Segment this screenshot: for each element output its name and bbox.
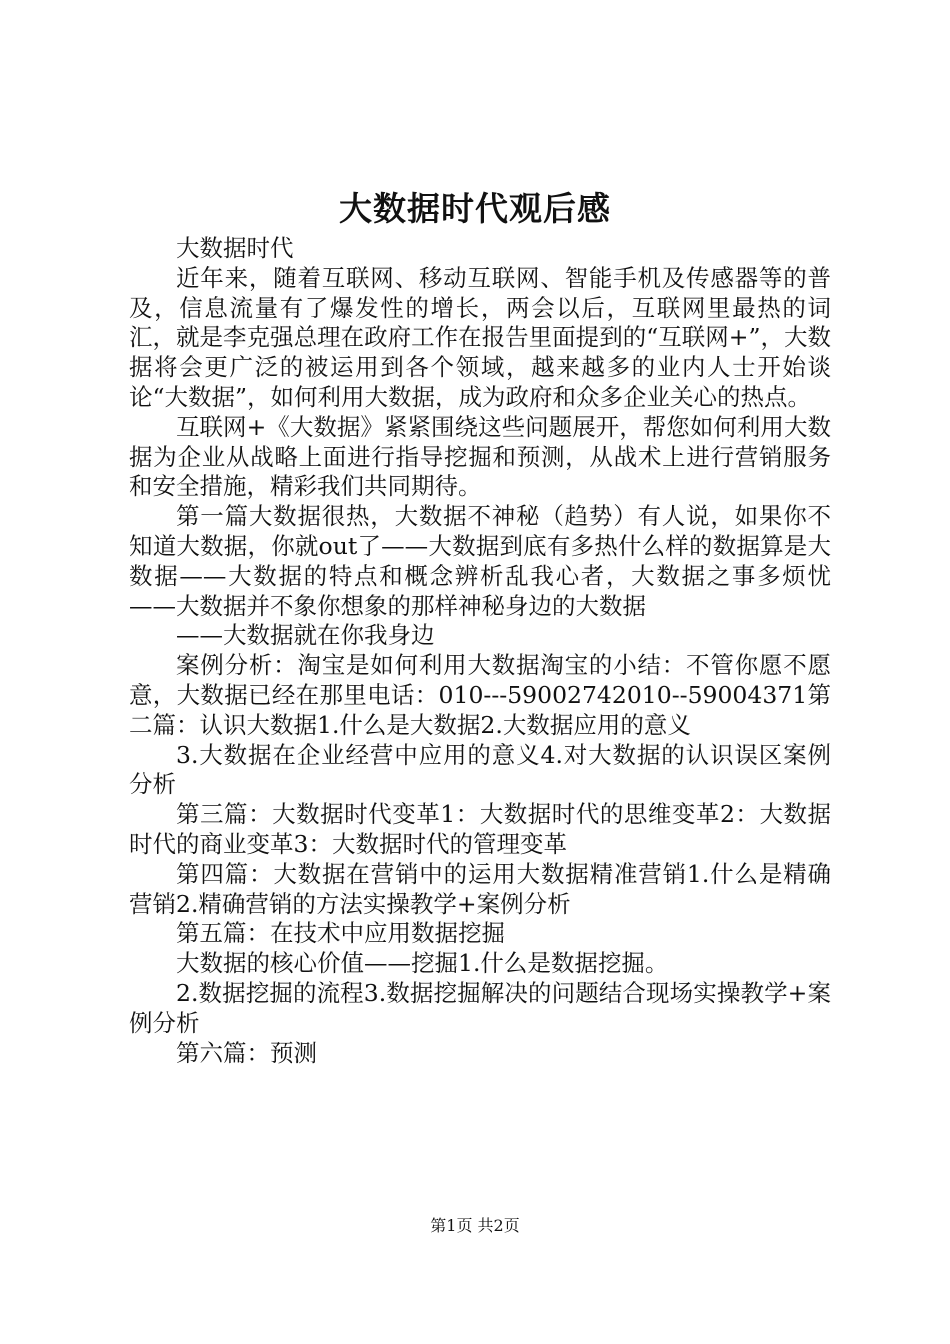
- paragraph-part-five: 第五篇：在技术中应用数据挖掘: [176, 919, 505, 948]
- paragraph-part-three: 第三篇：大数据时代变革1：大数据时代的思维变革2：大数据时代的商业变革3：大数据时代的管理变革: [129, 800, 831, 858]
- paragraph-intro: 近年来，随着互联网、移动互联网、智能手机及传感器等的普及，信息流量有了爆发性的增长，两会以后，互联网里最热的词汇，就是李克强总理在政府工作在报告里面提到的“互联网+”，大数据将会更广泛的被运用到各个领域，越来越多的业内人士开始谈论“大数据”，如何利用大数据，成为政府和众多企业关心的热点。: [129, 263, 831, 411]
- paragraph-subtitle: 大数据时代: [176, 234, 294, 262]
- paragraph-mining-flow: 2.数据挖掘的流程3.数据挖掘解决的问题结合现场实操教学+案例分析: [129, 978, 831, 1037]
- page-number-footer: 第1页 共2页: [430, 1216, 520, 1235]
- paragraph-core-value: 大数据的核心价值——挖掘1.什么是数据挖掘。: [176, 949, 669, 978]
- paragraph-overview: 互联网+《大数据》紧紧围绕这些问题展开，帮您如何利用大数据为企业从战略上面进行指导挖掘和预测，从战术上进行营销服务和安全措施，精彩我们共同期待。: [129, 412, 831, 501]
- paragraph-part-six: 第六篇：预测: [176, 1038, 317, 1067]
- paragraph-part-one-sub: ——大数据就在你我身边: [176, 621, 435, 650]
- paragraph-part-four: 第四篇：大数据在营销中的运用大数据精准营销1.什么是精确营销2.精确营销的方法实操教学+案例分析: [129, 859, 831, 918]
- paragraph-part-one: 第一篇大数据很热，大数据不神秘（趋势）有人说，如果你不知道大数据，你就out了——大数据到底有多热什么样的数据算是大数据——大数据的特点和概念辨析乱我心者，大数据之事多烦忧——大数据并不象你想象的那样神秘身边的大数据: [129, 502, 831, 620]
- paragraph-part-two-cont: 3.大数据在企业经营中应用的意义4.对大数据的认识误区案例分析: [129, 740, 831, 799]
- paragraph-case-study: 案例分析：淘宝是如何利用大数据淘宝的小结：不管你愿不愿意，大数据已经在那里电话：010---59002742010--59004371第二篇：认识大数据1.什么是大数据2.大数据应用的意义: [129, 651, 831, 739]
- document-body: [129, 234, 831, 1068]
- document-title: 大数据时代观后感: [339, 189, 611, 228]
